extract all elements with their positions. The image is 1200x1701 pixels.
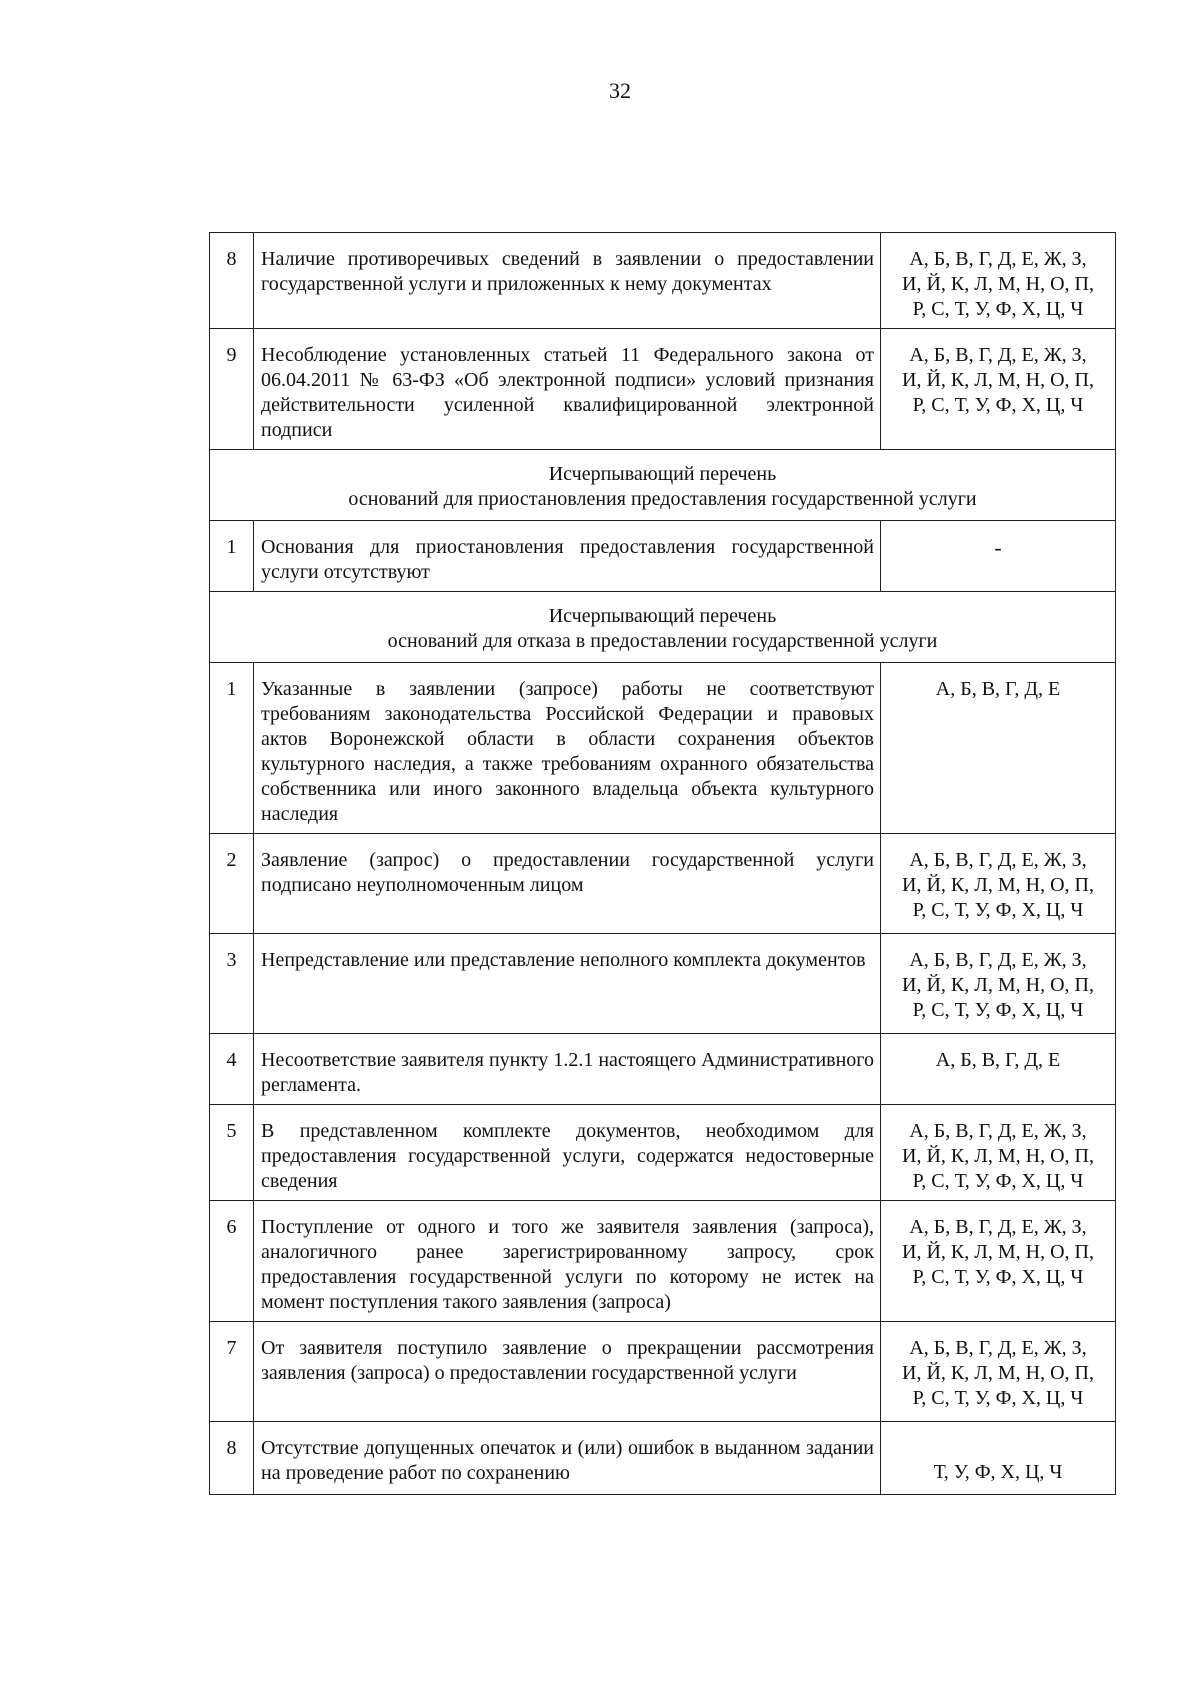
row-codes-cell <box>881 329 1116 450</box>
row-codes-cell <box>881 934 1116 1034</box>
row-text: Несоответствие заявителя пункту 1.2.1 настоящего Административного регламента. <box>261 1049 874 1096</box>
row-text-cell <box>254 934 881 1034</box>
row-text-cell <box>254 663 881 834</box>
code-line: Р, С, Т, У, Ф, Х, Ц, Ч <box>912 394 1084 416</box>
table-row <box>210 1105 1116 1201</box>
code-line: Р, С, Т, У, Ф, Х, Ц, Ч <box>912 899 1084 921</box>
table-row <box>210 1201 1116 1322</box>
row-text-cell <box>254 233 881 329</box>
section-header-row <box>210 450 1116 521</box>
row-text: Указанные в заявлении (запросе) работы не соответствуют требованиям законодательства Российской Федерации и правовых актов Воронежской области в области сохранения объектов культурного наследия, а также требованиям охранного обязательства собственника или иного законного владельца объекта культурного наследия <box>261 678 874 825</box>
table-row <box>210 934 1116 1034</box>
row-codes <box>881 329 1115 424</box>
row-codes <box>881 1201 1115 1296</box>
row-text: Несоблюдение установленных статьей 11 Федерального закона от 06.04.2011 № 63-ФЗ «Об электронной подписи» условий признания действительности усиленной квалифицированной электронной подписи <box>261 344 874 441</box>
row-text-cell <box>254 834 881 934</box>
row-number: 6 <box>210 1201 254 1322</box>
code-line: А, Б, В, Г, Д, Е, Ж, З, <box>909 1120 1087 1142</box>
row-number: 3 <box>210 934 254 1034</box>
code-line: А, Б, В, Г, Д, Е, Ж, З, <box>909 248 1087 270</box>
row-text-cell <box>254 1322 881 1422</box>
code-line: А, Б, В, Г, Д, Е, Ж, З, <box>909 1216 1087 1238</box>
row-text: Поступление от одного и того же заявителя заявления (запроса), аналогичного ранее зарегистрированному запросу, срок предоставления государственной услуги по которому не истек на момент поступления такого заявления (запроса) <box>261 1216 874 1313</box>
row-codes <box>881 1422 1115 1491</box>
row-text: В представленном комплекте документов, необходимом для предоставления государственной услуги, содержатся недостоверные сведения <box>261 1120 874 1192</box>
row-number: 2 <box>210 834 254 934</box>
row-codes-cell <box>881 1034 1116 1105</box>
code-line: И, Й, К, Л, М, Н, О, П, <box>902 1241 1094 1263</box>
section-header-line: оснований для приостановления предоставления государственной услуги <box>348 488 977 510</box>
code-line: Р, С, Т, У, Ф, Х, Ц, Ч <box>912 1387 1084 1409</box>
row-text-cell <box>254 329 881 450</box>
table-row <box>210 1322 1116 1422</box>
row-codes-cell <box>881 1105 1116 1201</box>
row-codes <box>881 834 1115 929</box>
section-header-line: Исчерпывающий перечень <box>548 605 777 627</box>
row-number: 1 <box>210 663 254 834</box>
table-row <box>210 521 1116 592</box>
row-text: Непредставление или представление неполного комплекта документов <box>261 949 866 971</box>
section-header <box>210 450 1116 521</box>
code-line: И, Й, К, Л, М, Н, О, П, <box>902 874 1094 896</box>
table-row <box>210 834 1116 934</box>
code-line: Р, С, Т, У, Ф, Х, Ц, Ч <box>912 999 1084 1021</box>
code-line: И, Й, К, Л, М, Н, О, П, <box>902 369 1094 391</box>
row-number: 8 <box>210 1422 254 1495</box>
section-header-line: оснований для отказа в предоставлении государственной услуги <box>387 630 938 652</box>
row-codes-cell <box>881 521 1116 592</box>
row-codes <box>881 233 1115 328</box>
row-text: Наличие противоречивых сведений в заявлении о предоставлении государственной услуги и приложенных к нему документах <box>261 248 874 295</box>
code-line: И, Й, К, Л, М, Н, О, П, <box>902 1362 1094 1384</box>
row-codes <box>881 521 1115 566</box>
section-header-line: Исчерпывающий перечень <box>548 463 777 485</box>
row-text: Основания для приостановления предоставления государственной услуги отсутствуют <box>261 536 874 583</box>
grounds-table-body <box>210 233 1116 1495</box>
row-codes-cell <box>881 663 1116 834</box>
row-codes <box>881 663 1115 708</box>
row-text-cell <box>254 1201 881 1322</box>
row-text: Заявление (запрос) о предоставлении государственной услуги подписано неуполномоченным лицом <box>261 849 874 896</box>
code-line: Т, У, Ф, Х, Ц, Ч <box>933 1461 1063 1483</box>
table-row <box>210 1034 1116 1105</box>
row-number: 1 <box>210 521 254 592</box>
row-number: 9 <box>210 329 254 450</box>
code-line: И, Й, К, Л, М, Н, О, П, <box>902 1145 1094 1167</box>
code-line: А, Б, В, Г, Д, Е, Ж, З, <box>909 1337 1087 1359</box>
page-number: 32 <box>609 78 631 103</box>
row-codes-cell <box>881 834 1116 934</box>
table-row <box>210 663 1116 834</box>
code-line: А, Б, В, Г, Д, Е, Ж, З, <box>909 949 1087 971</box>
row-codes <box>881 934 1115 1029</box>
code-line: Р, С, Т, У, Ф, Х, Ц, Ч <box>912 298 1084 320</box>
table-row <box>210 1422 1116 1495</box>
row-codes-cell <box>881 1422 1116 1495</box>
row-codes-cell <box>881 1201 1116 1322</box>
row-codes <box>881 1105 1115 1200</box>
row-number: 4 <box>210 1034 254 1105</box>
row-codes-cell <box>881 233 1116 329</box>
code-line: Р, С, Т, У, Ф, Х, Ц, Ч <box>912 1266 1084 1288</box>
code-line: А, Б, В, Г, Д, Е, Ж, З, <box>909 849 1087 871</box>
code-line: И, Й, К, Л, М, Н, О, П, <box>902 974 1094 996</box>
row-text-cell <box>254 1105 881 1201</box>
row-text: Отсутствие допущенных опечаток и (или) ошибок в выданном задании на проведение работ по сохранению <box>261 1437 874 1484</box>
row-text: От заявителя поступило заявление о прекращении рассмотрения заявления (запроса) о предоставлении государственной услуги <box>261 1337 874 1384</box>
row-codes <box>881 1034 1115 1079</box>
row-text-cell <box>254 1422 881 1495</box>
row-number: 5 <box>210 1105 254 1201</box>
section-header <box>210 592 1116 663</box>
code-line: А, Б, В, Г, Д, Е <box>935 678 1061 700</box>
row-number: 8 <box>210 233 254 329</box>
table-row <box>210 233 1116 329</box>
table-row <box>210 329 1116 450</box>
code-line: А, Б, В, Г, Д, Е, Ж, З, <box>909 344 1087 366</box>
code-line: И, Й, К, Л, М, Н, О, П, <box>902 273 1094 295</box>
row-codes <box>881 1322 1115 1417</box>
row-text-cell <box>254 1034 881 1105</box>
code-line: А, Б, В, Г, Д, Е <box>935 1049 1061 1071</box>
code-line: Р, С, Т, У, Ф, Х, Ц, Ч <box>912 1170 1084 1192</box>
row-number: 7 <box>210 1322 254 1422</box>
code-line: - <box>994 535 1002 560</box>
section-header-row <box>210 592 1116 663</box>
row-text-cell <box>254 521 881 592</box>
row-codes-cell <box>881 1322 1116 1422</box>
grounds-table <box>209 232 1116 1495</box>
